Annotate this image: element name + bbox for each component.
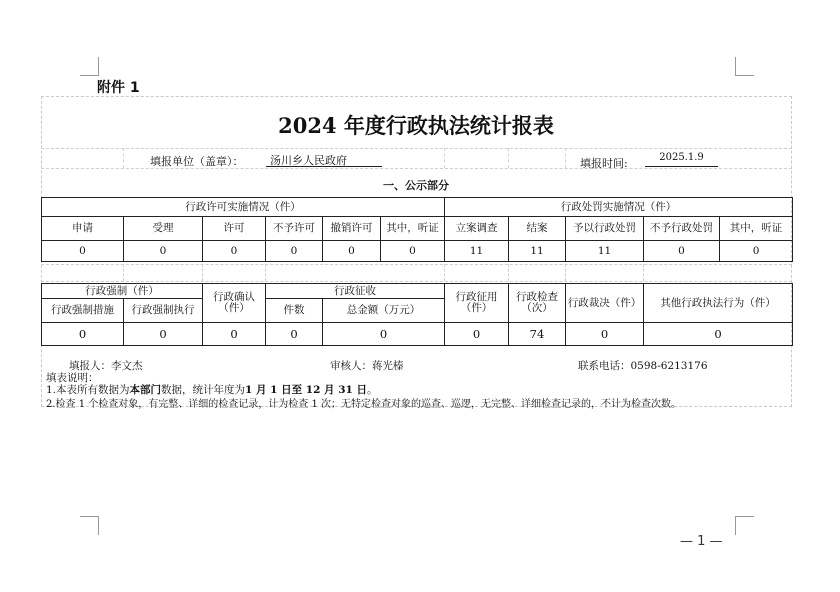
table-cell: 0 xyxy=(323,241,381,262)
gridline xyxy=(565,148,566,168)
group-penalty-header: 行政处罚实施情况（件） xyxy=(445,198,793,217)
contact-phone: 联系电话：0598-6213176 xyxy=(578,360,708,372)
col-header: 结案 xyxy=(509,217,566,241)
table-cell: 0 xyxy=(42,323,124,346)
col-header: 立案调查 xyxy=(445,217,509,241)
group-levy-header: 行政征收 xyxy=(266,284,445,299)
col-header: 行政确认（件） xyxy=(203,284,266,323)
col-header: 行政征用（件） xyxy=(445,284,509,323)
note-1-part: 数据，统计年度为 xyxy=(161,384,246,396)
gridline xyxy=(123,264,124,281)
col-header: 申请 xyxy=(42,217,124,241)
crop-mark xyxy=(80,516,99,535)
group-enforce-header: 行政强制（件） xyxy=(42,284,203,299)
gridline xyxy=(202,264,203,281)
table-cell: 11 xyxy=(445,241,509,262)
enforcement-table xyxy=(41,283,793,346)
date-value: 2025.1.9 xyxy=(645,152,718,167)
table-cell: 0 xyxy=(644,323,793,346)
notes-title: 填表说明： xyxy=(46,372,99,384)
gridline xyxy=(444,148,445,168)
table-cell: 11 xyxy=(566,241,644,262)
reviewer: 审核人：蒋光榛 xyxy=(330,360,404,372)
note-2: 2.检查 1 个检查对象，有完整、详细的检查记录，计为检查 1 次；无特定检查对象的巡查、巡逻，无完整、详细检查记录的，不计为检查次数。 xyxy=(46,399,681,410)
col-header: 其中，听证 xyxy=(381,217,445,241)
gridline xyxy=(41,281,792,282)
gridline xyxy=(123,148,124,168)
gridline xyxy=(265,264,266,281)
note-1-part: 。 xyxy=(366,384,378,396)
note-1-part: 1.本表所有数据为 xyxy=(46,384,130,396)
col-header: 不予许可 xyxy=(266,217,323,241)
col-header: 行政裁决（件） xyxy=(566,284,644,323)
group-license-header: 行政许可实施情况（件） xyxy=(42,198,445,217)
section-title: 一、公示部分 xyxy=(383,179,449,192)
table-cell: 0 xyxy=(323,323,445,346)
table-cell: 0 xyxy=(124,241,203,262)
col-header: 总金额（万元） xyxy=(323,299,445,323)
table-cell: 0 xyxy=(203,323,266,346)
crop-mark xyxy=(735,57,754,76)
table-cell: 0 xyxy=(266,323,323,346)
gridline xyxy=(643,264,644,281)
crop-mark xyxy=(80,57,99,76)
report-title: 2024 年度行政执法统计报表 xyxy=(278,113,554,138)
table-cell: 74 xyxy=(509,323,566,346)
col-header: 予以行政处罚 xyxy=(566,217,644,241)
filler: 填报人：李文杰 xyxy=(69,360,143,372)
col-header: 行政强制执行 xyxy=(124,299,203,323)
unit-label: 填报单位（盖章）： xyxy=(150,155,244,168)
table-cell: 0 xyxy=(566,323,644,346)
col-header: 行政检查（次） xyxy=(509,284,566,323)
crop-mark xyxy=(735,516,754,535)
gridline xyxy=(508,264,509,281)
col-header: 撤销许可 xyxy=(323,217,381,241)
col-header: 件数 xyxy=(266,299,323,323)
table-cell: 0 xyxy=(445,323,509,346)
gridline xyxy=(508,148,509,168)
table-cell: 0 xyxy=(381,241,445,262)
col-header: 其中，听证 xyxy=(720,217,793,241)
gridline xyxy=(41,148,792,149)
col-header: 许可 xyxy=(203,217,266,241)
col-header: 行政强制措施 xyxy=(42,299,124,323)
col-header: 受理 xyxy=(124,217,203,241)
table-cell: 0 xyxy=(42,241,124,262)
license-penalty-table xyxy=(41,197,793,262)
table-cell: 0 xyxy=(644,241,720,262)
gridline xyxy=(444,264,445,281)
attachment-label: 附件 1 xyxy=(97,80,140,96)
table-cell: 0 xyxy=(266,241,323,262)
gridline xyxy=(41,264,792,265)
unit-value: 汤川乡人民政府 xyxy=(266,152,382,167)
note-1-emphasis: 本部门 xyxy=(129,384,162,396)
table-cell: 0 xyxy=(124,323,203,346)
col-header: 其他行政执法行为（件） xyxy=(644,284,793,323)
page-number: — 1 — xyxy=(680,534,723,549)
note-1-emphasis: 1 月 1 日至 12 月 31 日 xyxy=(245,384,367,396)
col-header: 不予行政处罚 xyxy=(644,217,720,241)
date-label: 填报时间: xyxy=(580,157,628,170)
gridline xyxy=(565,264,566,281)
table-cell: 11 xyxy=(509,241,566,262)
table-cell: 0 xyxy=(720,241,793,262)
table-cell: 0 xyxy=(203,241,266,262)
